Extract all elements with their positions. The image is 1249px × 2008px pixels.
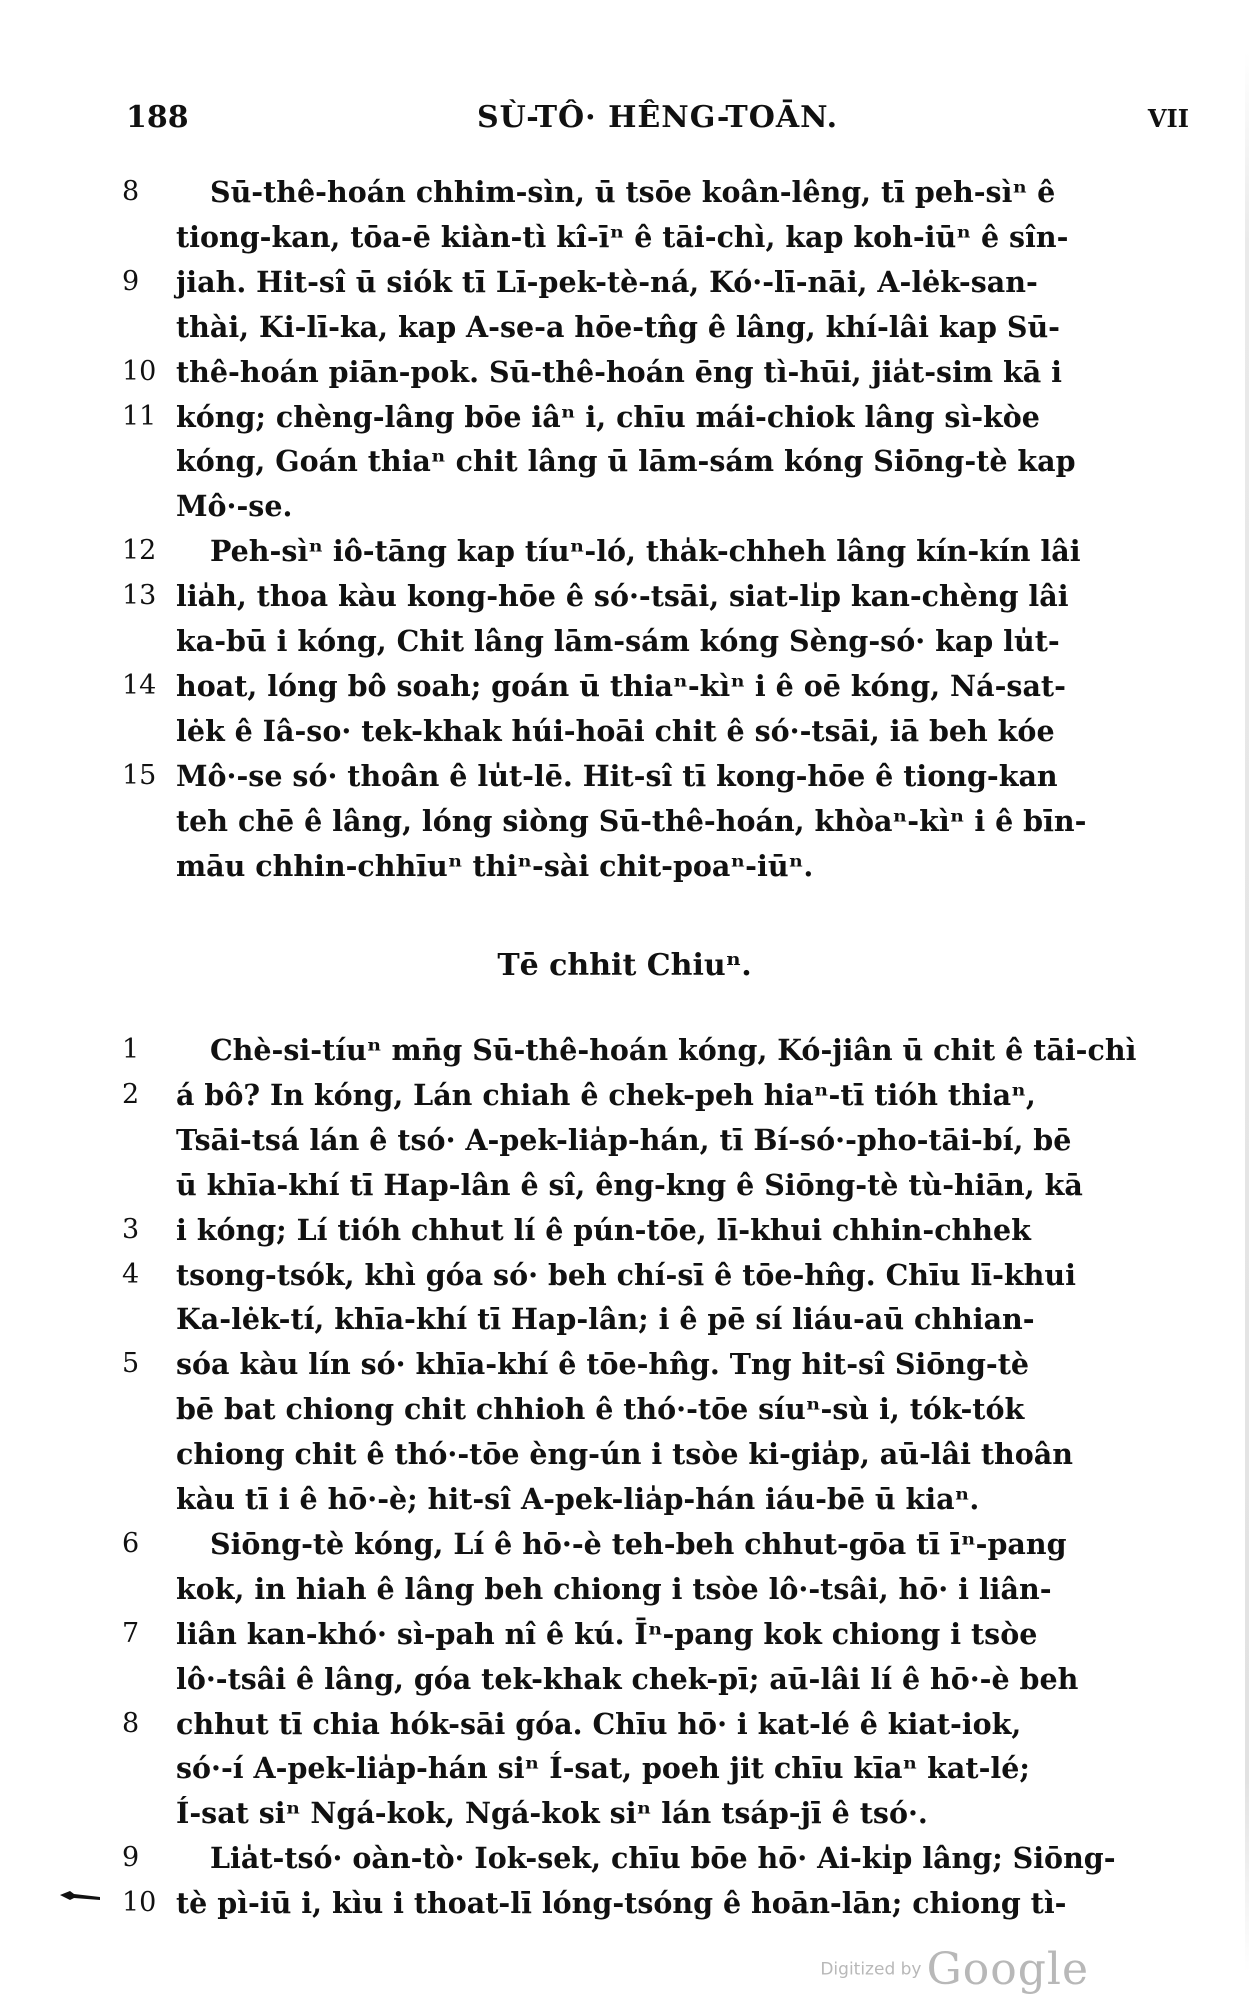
text-line: ū khīa-khí tī Hap-lân ê sî, êng-kng ê Siōng-tè tù-hiān, kā xyxy=(176,1167,1083,1202)
verse-number: 5 xyxy=(122,1348,140,1380)
page-number: 188 xyxy=(126,100,189,135)
text-line: sóa kàu lín só· khīa-khí ê tōe-hn̂g. Tng hit-sî Siōng-tè xyxy=(176,1347,1030,1382)
verse-number: 10 xyxy=(122,1887,157,1919)
verse-number: 15 xyxy=(122,759,157,791)
verse-number: 10 xyxy=(122,355,157,387)
text-line: chiong chit ê thó·-tōe èng-ún i tsòe ki-gia̍p, aū-lâi thoân xyxy=(176,1437,1073,1472)
text-line: i kóng; Lí tióh chhut lí ê pún-tōe, lī-khui chhin-chhek xyxy=(176,1212,1031,1247)
text-line: lėk ê Iâ-so· tek-khak húi-hoāi chit ê só·-tsāi, iā beh kóe xyxy=(176,713,1055,748)
verse-number: 4 xyxy=(122,1258,140,1290)
verse-number: 8 xyxy=(122,1707,140,1739)
text-line: Peh-sìⁿ iô-tāng kap tíuⁿ-ló, tha̍k-chheh lâng kín-kín lâi xyxy=(210,534,1081,569)
text-line: teh chē ê lâng, lóng siòng Sū-thê-hoán, khòaⁿ-kìⁿ i ê bīn- xyxy=(176,803,1087,838)
verse-number: 11 xyxy=(122,400,157,432)
text-line: Siōng-tè kóng, Lí ê hō·-è teh-beh chhut-gōa tī īⁿ-pang xyxy=(210,1526,1067,1561)
margin-arrow-mark xyxy=(60,1889,100,1901)
text-line: só·-í A-pek-lia̍p-hán siⁿ Í-sat, poeh jit chīu kīaⁿ kat-lé; xyxy=(176,1751,1030,1786)
text-line: Í-sat siⁿ Ngá-kok, Ngá-kok siⁿ lán tsáp-jī ê tsó·. xyxy=(176,1796,928,1831)
google-logo: Google xyxy=(926,1944,1089,1995)
text-line: liân kan-khó· sì-pah nî ê kú. Īⁿ-pang kok chiong i tsòe xyxy=(176,1616,1038,1651)
text-line: Sū-thê-hoán chhim-sìn, ū tsōe koân-lêng, tī peh-sìⁿ ê xyxy=(210,175,1056,209)
text-line: Mô·-se. xyxy=(176,489,293,524)
running-header xyxy=(126,100,1189,140)
verse-number: 7 xyxy=(122,1617,140,1649)
page-edge-shadow xyxy=(1245,52,1249,1972)
text-line: Chè-si-tíuⁿ mn̄g Sū-thê-hoán kóng, Kó-jiân ū chit ê tāi-chì xyxy=(210,1033,1137,1067)
text-line: tè pì-iū i, kìu i thoat-lī lóng-tsóng ê hoān-lān; chiong tì- xyxy=(176,1886,1067,1921)
text-line: jiah. Hit-sî ū siók tī Lī-pek-tè-ná, Kó·-lī-nāi, A-lėk-san- xyxy=(176,264,1038,299)
verse-number: 3 xyxy=(122,1213,140,1245)
chapter-heading: Tē chhit Chiuⁿ. xyxy=(497,948,752,983)
chapter-number: VII xyxy=(1147,104,1189,133)
text-line: kàu tī i ê hō·-è; hit-sî A-pek-lia̍p-hán iáu-bē ū kiaⁿ. xyxy=(176,1482,980,1516)
text-line: tiong-kan, tōa-ē kiàn-tì kî-īⁿ ê tāi-chì, kap koh-iūⁿ ê sîn- xyxy=(176,219,1069,254)
text-line: kóng, Goán thiaⁿ chit lâng ū lām-sám kóng Siōng-tè kap xyxy=(176,444,1076,479)
verse-number: 6 xyxy=(122,1527,140,1559)
text-line: thài, Ki-lī-ka, kap A-se-a hōe-tn̂g ê lâng, khí-lâi kap Sū- xyxy=(176,309,1061,344)
text-line: á bô? In kóng, Lán chiah ê chek-peh hiaⁿ-tī tióh thiaⁿ, xyxy=(176,1077,1036,1112)
text-line: bē bat chiong chit chhioh ê thó·-tōe síuⁿ-sù i, tók-tók xyxy=(176,1392,1025,1427)
running-title: SÙ-TÔ· HÊNG-TOĀN. xyxy=(476,100,839,135)
text-line: hoat, lóng bô soah; goán ū thiaⁿ-kìⁿ i ê oē kóng, Ná-sat- xyxy=(176,668,1066,703)
text-line: lô·-tsâi ê lâng, góa tek-khak chek-pī; aū-lâi lí ê hō·-è beh xyxy=(176,1661,1079,1696)
verse-number: 2 xyxy=(122,1078,140,1110)
text-line: thê-hoán piān-pok. Sū-thê-hoán ēng tì-hūi, jia̍t-sim kā i xyxy=(176,354,1062,389)
text-line: Mô·-se só· thoân ê lu̍t-lē. Hit-sî tī kong-hōe ê tiong-kan xyxy=(176,758,1058,793)
verse-number: 8 xyxy=(122,176,140,207)
text-line: māu chhin-chhīuⁿ thiⁿ-sài chit-poaⁿ-iūⁿ. xyxy=(176,848,814,883)
verse-number: 9 xyxy=(122,1842,140,1874)
text-line: Ka-lėk-tí, khīa-khí tī Hap-lân; i ê pē sí liáu-aū chhian- xyxy=(176,1302,1035,1337)
verse-number: 12 xyxy=(122,535,157,567)
text-line: Lia̍t-tsó· oàn-tò· Iok-sek, chīu bōe hō· Ai-ki̍p lâng; Siōng- xyxy=(210,1841,1116,1876)
verse-number: 9 xyxy=(122,265,140,297)
text-line: chhut tī chia hók-sāi góa. Chīu hō· i kat-lé ê kiat-iok, xyxy=(176,1706,1022,1741)
text-line: kóng; chèng-lâng bōe iâⁿ i, chīu mái-chiok lâng sì-kòe xyxy=(176,399,1040,434)
text-line: ka-bū i kóng, Chit lâng lām-sám kóng Sèng-só· kap lu̍t- xyxy=(176,624,1060,658)
digitized-by-text: Digitized by xyxy=(820,1959,922,1980)
text-line: tsong-tsók, khì góa só· beh chí-sī ê tōe-hn̂g. Chīu lī-khui xyxy=(176,1257,1076,1292)
verse-number: 1 xyxy=(122,1034,140,1065)
verse-number: 14 xyxy=(122,669,157,701)
digitized-by-watermark xyxy=(820,1944,1089,1995)
verse-number: 13 xyxy=(122,580,157,612)
text-line: Tsāi-tsá lán ê tsó· A-pek-lia̍p-hán, tī Bí-só·-pho-tāi-bí, bē xyxy=(176,1122,1072,1157)
text-line: kok, in hiah ê lâng beh chiong i tsòe lô·-tsâi, hō· i liân- xyxy=(176,1571,1052,1606)
text-line: lia̍h, thoa kàu kong-hōe ê só·-tsāi, siat-li̍p kan-chèng lâi xyxy=(176,579,1069,614)
